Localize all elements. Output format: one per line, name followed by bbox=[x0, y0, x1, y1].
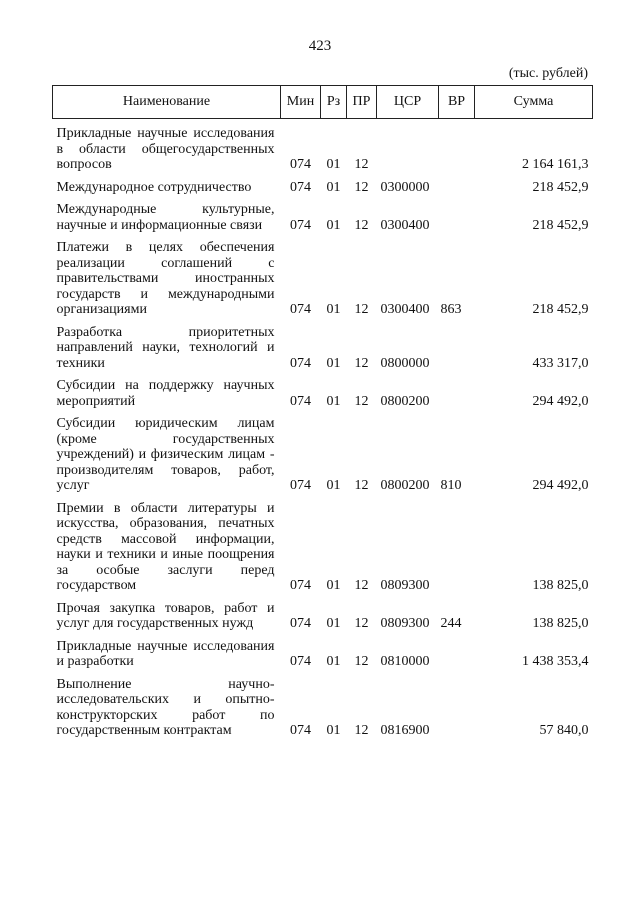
header-rz: Рз bbox=[321, 86, 347, 119]
row-vr: 863 bbox=[440, 302, 462, 317]
row-rz: 01 bbox=[326, 157, 341, 172]
row-rz: 01 bbox=[326, 723, 341, 738]
units-note: (тыс. рублей) bbox=[508, 66, 588, 81]
row-min: 074 bbox=[290, 723, 311, 738]
row-csr: 0816900 bbox=[380, 723, 430, 738]
row-pr: 12 bbox=[354, 217, 369, 233]
header-pr: ПР bbox=[347, 86, 377, 119]
row-csr: 0300400 bbox=[380, 217, 430, 233]
row-vr bbox=[439, 195, 475, 233]
row-name: Субсидии на поддержку научных мероприятий bbox=[56, 378, 275, 409]
header-sum: Сумма bbox=[475, 86, 593, 119]
row-min: 074 bbox=[290, 157, 311, 172]
row-sum: 2 164 161,3 bbox=[522, 157, 589, 172]
row-pr: 12 bbox=[354, 179, 369, 195]
table-row bbox=[53, 494, 593, 594]
row-pr: 12 bbox=[354, 654, 369, 669]
row-vr bbox=[439, 119, 475, 173]
row-min: 074 bbox=[290, 393, 311, 409]
row-pr: 12 bbox=[354, 616, 369, 631]
table-row bbox=[53, 670, 593, 739]
row-csr bbox=[377, 119, 439, 173]
row-csr: 0800200 bbox=[380, 393, 430, 409]
row-vr: 810 bbox=[440, 478, 462, 493]
row-sum: 294 492,0 bbox=[532, 478, 589, 493]
row-vr bbox=[439, 494, 475, 594]
row-vr bbox=[439, 371, 475, 409]
table-row bbox=[53, 173, 593, 196]
row-vr bbox=[439, 632, 475, 670]
row-min: 074 bbox=[290, 578, 311, 593]
row-rz: 01 bbox=[326, 302, 341, 317]
row-csr: 0809300 bbox=[380, 578, 430, 593]
table-row bbox=[53, 594, 593, 632]
row-name: Разработка приоритетных направлений науки, технологий и техники bbox=[56, 324, 275, 371]
row-sum: 1 438 353,4 bbox=[522, 654, 589, 669]
row-name: Субсидии юридическим лицам (кроме государственных учреждений) и физическим лицам - производителям товаров, работ, услуг bbox=[56, 416, 275, 493]
row-name: Прикладные научные исследования в области общегосударственных вопросов bbox=[56, 126, 275, 172]
row-rz: 01 bbox=[326, 217, 341, 233]
row-sum: 57 840,0 bbox=[539, 723, 589, 738]
row-rz: 01 bbox=[326, 179, 341, 195]
header-csr: ЦСР bbox=[377, 86, 439, 119]
header-name: Наименование bbox=[53, 86, 281, 119]
row-pr: 12 bbox=[354, 578, 369, 593]
row-csr: 0300400 bbox=[380, 302, 430, 317]
row-rz: 01 bbox=[326, 355, 341, 371]
row-sum: 218 452,9 bbox=[532, 217, 589, 233]
row-sum: 138 825,0 bbox=[532, 578, 589, 593]
row-pr: 12 bbox=[354, 393, 369, 409]
row-sum: 218 452,9 bbox=[532, 302, 589, 317]
header-vr: ВР bbox=[439, 86, 475, 119]
table-row bbox=[53, 632, 593, 670]
row-vr bbox=[439, 670, 475, 739]
table-header-row bbox=[53, 86, 593, 119]
row-vr: 244 bbox=[440, 616, 462, 631]
row-name: Международное сотрудничество bbox=[56, 179, 252, 195]
row-min: 074 bbox=[290, 478, 311, 493]
table-row bbox=[53, 318, 593, 372]
row-csr: 0809300 bbox=[380, 616, 430, 631]
row-vr bbox=[439, 173, 475, 196]
row-csr: 0800200 bbox=[380, 478, 430, 493]
row-pr: 12 bbox=[354, 302, 369, 317]
row-name: Прикладные научные исследования и разработки bbox=[56, 638, 275, 669]
budget-table bbox=[52, 85, 593, 739]
row-name: Прочая закупка товаров, работ и услуг для государственных нужд bbox=[56, 600, 275, 631]
table-row bbox=[53, 119, 593, 173]
row-rz: 01 bbox=[326, 393, 341, 409]
row-min: 074 bbox=[290, 355, 311, 371]
page-number: 423 bbox=[308, 38, 332, 54]
budget-rows bbox=[53, 119, 593, 739]
row-sum: 433 317,0 bbox=[532, 355, 589, 371]
row-name: Международные культурные, научные и информационные связи bbox=[56, 202, 275, 233]
row-pr: 12 bbox=[354, 157, 369, 172]
row-min: 074 bbox=[290, 179, 311, 195]
table-row bbox=[53, 195, 593, 233]
row-vr bbox=[439, 318, 475, 372]
table-row bbox=[53, 409, 593, 494]
row-rz: 01 bbox=[326, 616, 341, 631]
row-min: 074 bbox=[290, 616, 311, 631]
row-pr: 12 bbox=[354, 478, 369, 493]
row-name: Платежи в целях обеспечения реализации соглашений с правительствами иностранных государств и международными организациями bbox=[56, 240, 275, 317]
table-row bbox=[53, 371, 593, 409]
row-min: 074 bbox=[290, 654, 311, 669]
row-min: 074 bbox=[290, 217, 311, 233]
row-rz: 01 bbox=[326, 478, 341, 493]
row-sum: 218 452,9 bbox=[532, 179, 589, 195]
row-name: Премии в области литературы и искусства, образования, печатных средств массовой информации, науки и техники и иные поощрения за особые заслуги перед государством bbox=[56, 500, 275, 593]
row-rz: 01 bbox=[326, 578, 341, 593]
row-min: 074 bbox=[290, 302, 311, 317]
row-csr: 0300000 bbox=[380, 179, 430, 195]
row-csr: 0800000 bbox=[380, 355, 430, 371]
row-name: Выполнение научно-исследовательских и опытно-конструкторских работ по государственным контрактам bbox=[56, 676, 275, 738]
row-sum: 294 492,0 bbox=[532, 393, 589, 409]
header-min: Мин bbox=[281, 86, 321, 119]
row-sum: 138 825,0 bbox=[532, 616, 589, 631]
row-rz: 01 bbox=[326, 654, 341, 669]
row-csr: 0810000 bbox=[380, 654, 430, 669]
row-pr: 12 bbox=[354, 723, 369, 738]
row-pr: 12 bbox=[354, 355, 369, 371]
table-row bbox=[53, 233, 593, 318]
